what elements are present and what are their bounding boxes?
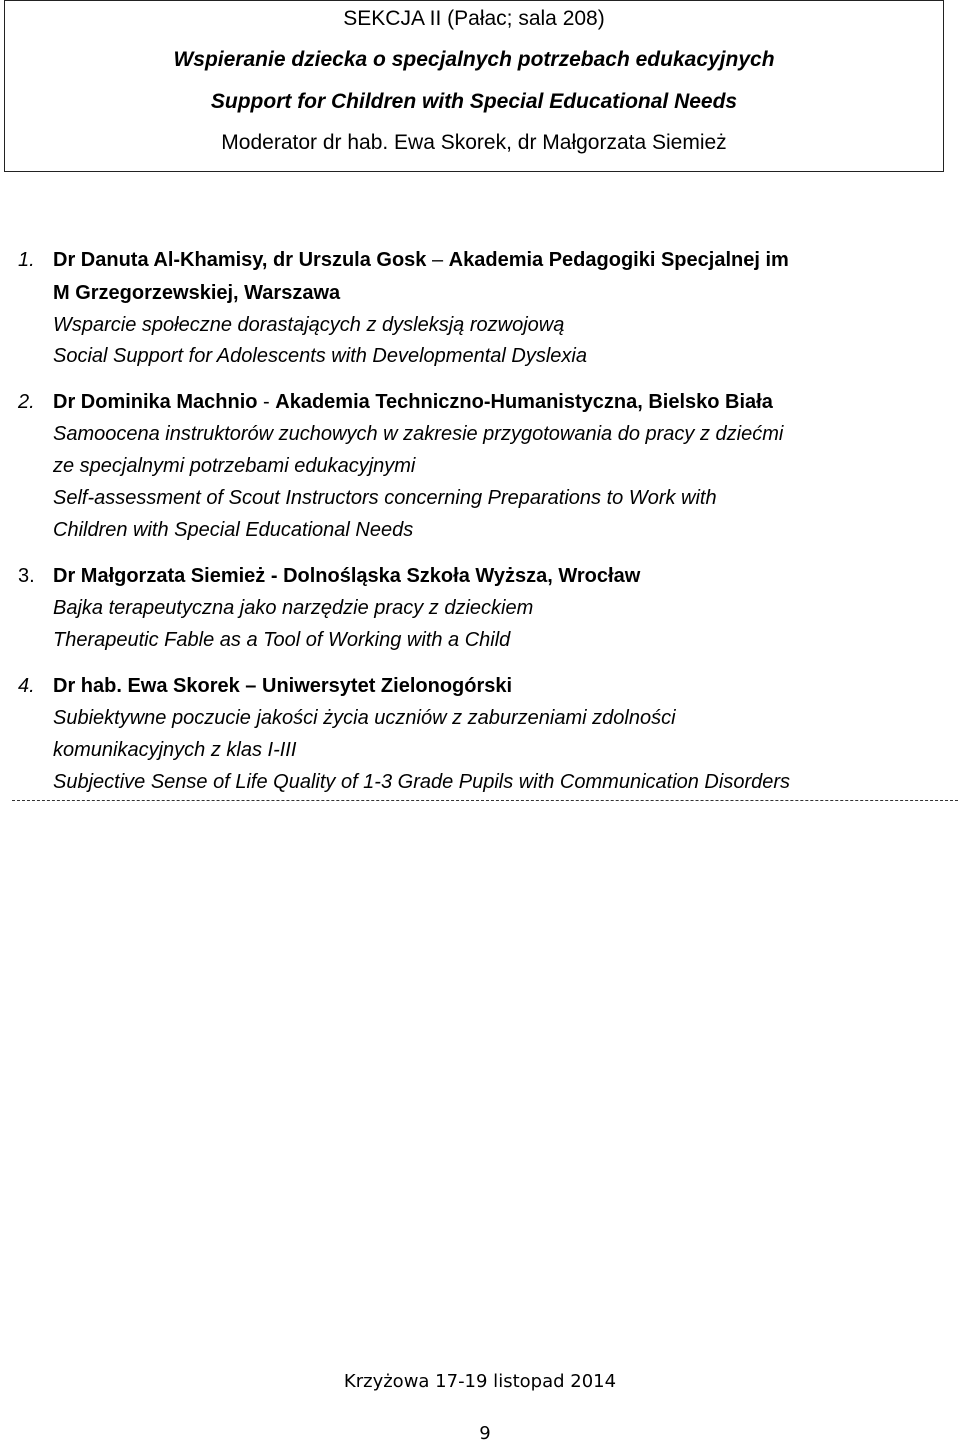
item-author-line — [53, 250, 789, 270]
item-author: Dr Dominika Machnio — [53, 391, 258, 413]
item-title-pl: Wsparcie społeczne dorastających z dysleksją rozwojową — [53, 314, 565, 336]
item-author: Dr Małgorzata Siemież — [53, 565, 266, 587]
dashed-divider — [12, 800, 958, 801]
section-header-box — [4, 0, 944, 172]
item-affiliation: Akademia Pedagogiki Specjalnej im — [448, 249, 789, 271]
item-number: 4. — [18, 675, 35, 697]
item-author: Dr Danuta Al-Khamisy, dr Urszula Gosk — [53, 249, 427, 271]
item-title-pl: Subiektywne poczucie jakości życia uczniów z zaburzeniami zdolności — [53, 707, 676, 729]
item-author-line — [53, 566, 640, 586]
item-affiliation: Dolnośląska Szkoła Wyższa, Wrocław — [283, 565, 641, 587]
item-title-pl-cont: ze specjalnymi potrzebami edukacyjnymi — [53, 455, 416, 477]
section-title-pl: Wspieranie dziecka o specjalnych potrzebach edukacyjnych — [173, 48, 775, 71]
item-separator: – — [426, 249, 449, 271]
section-title: SEKCJA II (Pałac; sala 208) — [343, 7, 605, 30]
item-number: 3. — [18, 565, 35, 587]
item-author-line — [53, 676, 512, 696]
item-separator: - — [257, 391, 276, 413]
footer-place-date: Krzyżowa 17-19 listopad 2014 — [343, 1371, 617, 1392]
section-moderator: Moderator dr hab. Ewa Skorek, dr Małgorzata Siemież — [221, 131, 727, 154]
item-title-en-cont: Children with Special Educational Needs — [53, 519, 414, 541]
item-separator: – — [239, 675, 262, 697]
item-affiliation-cont: M Grzegorzewskiej, Warszawa — [53, 282, 341, 304]
page-number: 9 — [479, 1423, 491, 1444]
item-affiliation: Akademia Techniczno-Humanistyczna, Bielsko Biała — [275, 391, 773, 413]
item-number: 1. — [18, 249, 35, 271]
item-author: Dr hab. Ewa Skorek — [53, 675, 240, 697]
item-title-en: Subjective Sense of Life Quality of 1-3 Grade Pupils with Communication Disorders — [53, 771, 791, 793]
item-separator: - — [265, 565, 284, 587]
item-title-pl: Bajka terapeutyczna jako narzędzie pracy z dzieckiem — [53, 597, 534, 619]
item-title-pl-cont: komunikacyjnych z klas I-III — [53, 739, 297, 761]
item-title-en: Self-assessment of Scout Instructors concerning Preparations to Work with — [53, 487, 717, 509]
item-title-en: Social Support for Adolescents with Developmental Dyslexia — [53, 345, 587, 367]
section-title-en: Support for Children with Special Educational Needs — [210, 90, 738, 113]
item-affiliation: Uniwersytet Zielonogórski — [262, 675, 513, 697]
item-title-en: Therapeutic Fable as a Tool of Working with a Child — [53, 629, 511, 651]
item-author-line — [53, 392, 773, 412]
item-title-pl: Samoocena instruktorów zuchowych w zakresie przygotowania do pracy z dziećmi — [53, 423, 784, 445]
item-number: 2. — [18, 391, 35, 413]
